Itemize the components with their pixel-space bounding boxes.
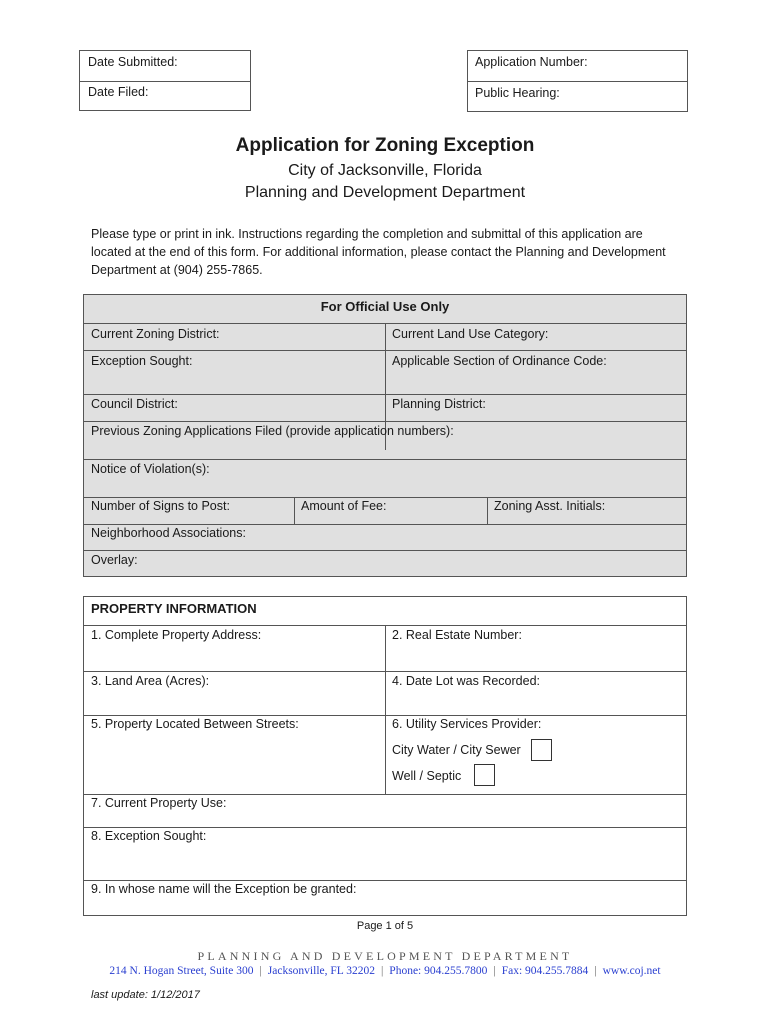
exception-sought-field-label: 8. Exception Sought:	[91, 829, 207, 843]
previous-zoning-apps-label: Previous Zoning Applications Filed (provide application numbers):	[91, 424, 454, 438]
real-estate-number-label: 2. Real Estate Number:	[392, 628, 522, 642]
overlay-label: Overlay:	[91, 553, 138, 567]
current-use-label: 7. Current Property Use:	[91, 796, 227, 810]
divider	[468, 81, 687, 82]
intro-text: Please type or print in ink. Instructions regarding the completion and submittal of this application are located at the end of this form. For additional information, please contact the Planning and Development Department at (904) 255-7865.	[91, 227, 666, 277]
property-heading: PROPERTY INFORMATION	[91, 601, 257, 616]
separator: |	[493, 965, 496, 977]
utility-provider-label: 6. Utility Services Provider:	[392, 717, 542, 731]
number-of-signs-label: Number of Signs to Post:	[91, 499, 230, 513]
divider	[80, 81, 250, 82]
date-submitted-label: Date Submitted:	[88, 55, 178, 69]
date-filed-label: Date Filed:	[88, 85, 149, 99]
footer-contact	[0, 965, 770, 977]
council-district-label: Council District:	[91, 397, 178, 411]
well-septic-checkbox[interactable]	[474, 764, 495, 786]
official-heading: For Official Use Only	[320, 299, 450, 314]
applicable-section-label: Applicable Section of Ordinance Code:	[392, 354, 607, 368]
official-use-table	[83, 294, 687, 577]
between-streets-label: 5. Property Located Between Streets:	[91, 717, 299, 731]
amount-of-fee-label: Amount of Fee:	[301, 499, 387, 513]
footer-address: 214 N. Hogan Street, Suite 300	[109, 965, 254, 977]
notice-of-violation-label: Notice of Violation(s):	[91, 462, 210, 476]
property-information-table	[83, 596, 687, 916]
whose-name-label: 9. In whose name will the Exception be granted:	[91, 882, 357, 896]
application-number-box	[467, 50, 688, 112]
page-number: Page 1 of 5	[356, 920, 414, 932]
zoning-asst-initials-label: Zoning Asst. Initials:	[494, 499, 606, 513]
department-subtitle: Planning and Development Department	[244, 184, 526, 201]
separator: |	[594, 965, 597, 977]
city-subtitle: City of Jacksonville, Florida	[288, 162, 482, 179]
city-water-label: City Water / City Sewer	[392, 743, 521, 757]
date-box	[79, 50, 251, 111]
footer-phone: Phone: 904.255.7800	[389, 965, 488, 977]
city-water-checkbox[interactable]	[531, 739, 552, 761]
well-septic-label: Well / Septic	[392, 769, 462, 783]
separator: |	[259, 965, 262, 977]
application-number-label: Application Number:	[475, 55, 588, 69]
footer-department: PLANNING AND DEVELOPMENT DEPARTMENT	[197, 949, 573, 963]
current-zoning-district-label: Current Zoning District:	[91, 327, 220, 341]
page-title: Application for Zoning Exception	[235, 135, 535, 156]
footer-website-link[interactable]: www.coj.net	[602, 965, 661, 977]
date-lot-recorded-label: 4. Date Lot was Recorded:	[392, 674, 540, 688]
current-land-use-label: Current Land Use Category:	[392, 327, 549, 341]
separator: |	[380, 965, 384, 977]
exception-sought-label: Exception Sought:	[91, 354, 193, 368]
last-update: last update: 1/12/2017	[91, 989, 200, 1001]
property-address-label: 1. Complete Property Address:	[91, 628, 262, 642]
footer-fax: Fax: 904.255.7884	[501, 965, 589, 977]
footer-city: Jacksonville, FL 32202	[267, 965, 375, 977]
land-area-label: 3. Land Area (Acres):	[91, 674, 210, 688]
public-hearing-label: Public Hearing:	[475, 86, 560, 100]
neighborhood-associations-label: Neighborhood Associations:	[91, 526, 246, 540]
planning-district-label: Planning District:	[392, 397, 486, 411]
